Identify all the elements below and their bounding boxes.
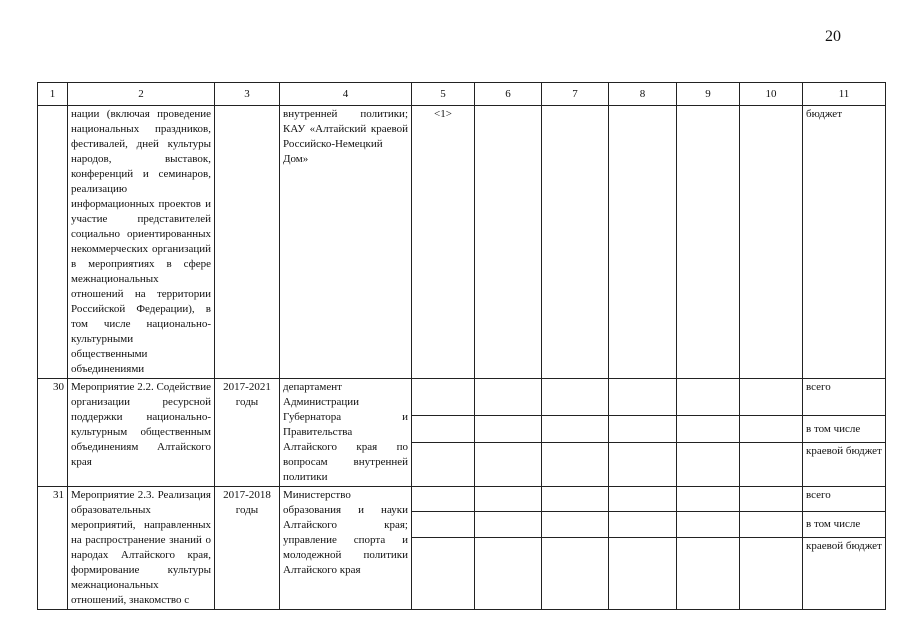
funding-source-cell: бюджет	[803, 106, 886, 379]
header-cell: 3	[215, 83, 280, 106]
header-cell: 4	[280, 83, 412, 106]
header-cell: 6	[475, 83, 542, 106]
value-cell	[677, 106, 740, 379]
value-cell	[412, 537, 475, 609]
value-cell	[542, 106, 609, 379]
program-table	[37, 82, 886, 610]
value-cell	[677, 512, 740, 537]
header-cell: 5	[412, 83, 475, 106]
value-cell	[475, 487, 542, 512]
value-cell	[677, 443, 740, 487]
header-cell: 7	[542, 83, 609, 106]
executor-cell: департамент Администрации Губернатора и Правительства Алтайского края по вопросам внутренней политики	[280, 379, 412, 487]
table-row	[38, 487, 886, 512]
table-row	[38, 379, 886, 416]
value-cell	[740, 379, 803, 416]
value-cell	[542, 487, 609, 512]
value-cell	[475, 379, 542, 416]
value-cell	[609, 416, 677, 443]
value-cell	[475, 443, 542, 487]
funding-source-cell: краевой бюджет	[803, 537, 886, 609]
value-cell	[609, 537, 677, 609]
funding-source-cell: всего	[803, 379, 886, 416]
row-number-cell: 31	[38, 487, 68, 610]
header-cell: 9	[677, 83, 740, 106]
value-cell	[542, 443, 609, 487]
funding-source-cell: в том числе	[803, 512, 886, 537]
value-cell	[412, 416, 475, 443]
value-cell	[412, 512, 475, 537]
value-cell	[609, 512, 677, 537]
funding-source-cell: в том числе	[803, 416, 886, 443]
header-cell: 8	[609, 83, 677, 106]
value-cell	[542, 379, 609, 416]
value-cell	[412, 487, 475, 512]
value-cell	[475, 416, 542, 443]
funding-source-cell: краевой бюджет	[803, 443, 886, 487]
header-cell: 2	[68, 83, 215, 106]
header-cell: 10	[740, 83, 803, 106]
header-cell: 11	[803, 83, 886, 106]
event-description: Мероприятие 2.2. Содействие организации ресурсной поддержки национально-культурным общественным объединениям Алтайского края	[68, 379, 215, 487]
value-cell	[542, 537, 609, 609]
event-description: нации (включая проведение национальных праздников, фестивалей, дней культуры народов, выставок, конференций и семинаров, реализацию информационных проектов и участие представителей социально ориентированных некоммерческих организаций в мероприятиях в сфере межнациональных отношений на территории Российской Федерации), в том числе национально-культурными общественными объединениями	[68, 106, 215, 379]
funding-source-cell: всего	[803, 487, 886, 512]
row-number-cell	[38, 106, 68, 379]
executor-cell: Министерство образования и науки Алтайского края; управление спорта и молодежной политики Алтайского края	[280, 487, 412, 610]
value-cell	[740, 416, 803, 443]
executor-cell: внутренней политики; КАУ «Алтайский краевой Российско-Немецкий Дом»	[280, 106, 412, 379]
value-cell	[677, 416, 740, 443]
value-cell	[677, 537, 740, 609]
note-cell: <1>	[412, 106, 475, 379]
value-cell	[609, 106, 677, 379]
value-cell	[609, 379, 677, 416]
value-cell	[475, 106, 542, 379]
value-cell	[412, 379, 475, 416]
years-cell	[215, 106, 280, 379]
value-cell	[475, 537, 542, 609]
years-cell: 2017-2021 годы	[215, 379, 280, 487]
value-cell	[542, 416, 609, 443]
header-row	[38, 83, 886, 106]
value-cell	[740, 487, 803, 512]
value-cell	[609, 443, 677, 487]
value-cell	[740, 106, 803, 379]
value-cell	[740, 512, 803, 537]
table-row-continued	[38, 106, 886, 379]
value-cell	[412, 443, 475, 487]
value-cell	[740, 537, 803, 609]
header-cell: 1	[38, 83, 68, 106]
value-cell	[475, 512, 542, 537]
value-cell	[542, 512, 609, 537]
value-cell	[677, 487, 740, 512]
value-cell	[740, 443, 803, 487]
event-description: Мероприятие 2.3. Реализация образовательных мероприятий, направленных на распространение знаний о народах Алтайского края, формирование культуры межнациональных отношений, знакомство с	[68, 487, 215, 610]
value-cell	[677, 379, 740, 416]
value-cell	[609, 487, 677, 512]
page-number: 20	[825, 28, 841, 45]
row-number-cell: 30	[38, 379, 68, 487]
years-cell: 2017-2018 годы	[215, 487, 280, 610]
